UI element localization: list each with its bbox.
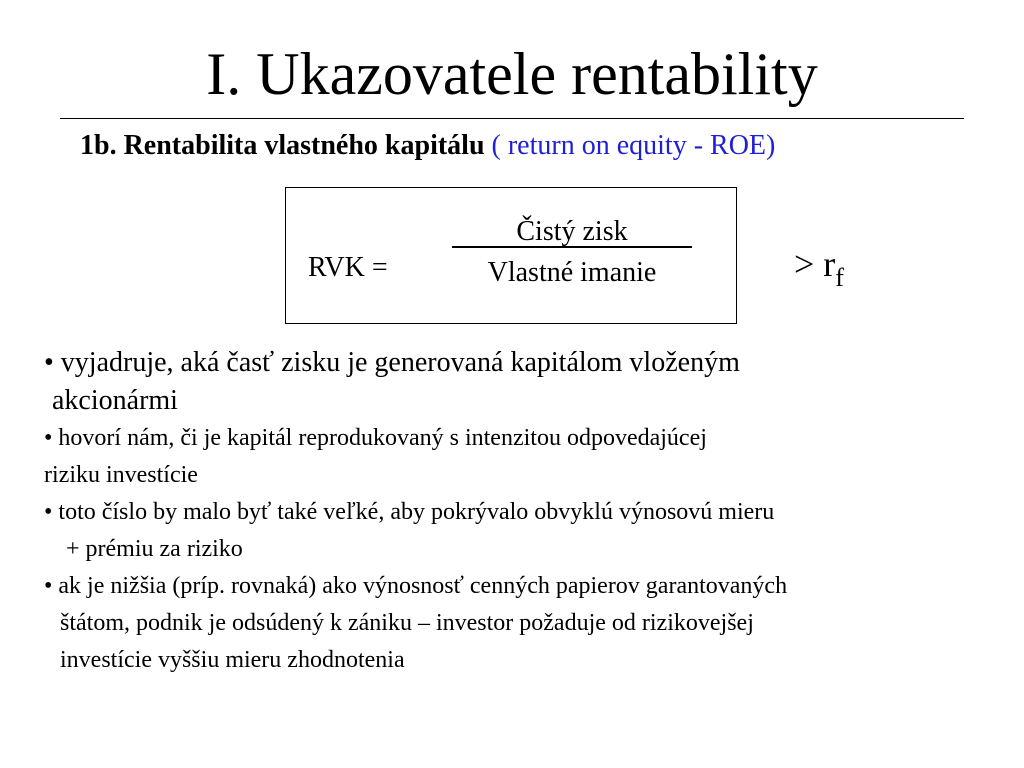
slide-title: I. Ukazovatele rentability <box>206 41 818 107</box>
formula-comparison <box>794 242 844 290</box>
fraction-bar <box>452 246 692 248</box>
bullet-4-line-2: štátom, podnik je odsúdený k zániku – investor požaduje od rizikovejšej <box>60 610 754 636</box>
bullet-1-line-2: akcionármi <box>52 385 178 416</box>
comparison-subscript: f <box>835 263 844 292</box>
comparison-text: > r <box>794 244 836 284</box>
bullet-4-line-3: investície vyššiu mieru zhodnotenia <box>60 647 405 673</box>
bullet-list <box>44 344 1019 679</box>
subtitle-roe-text: ( return on equity - ROE) <box>484 130 776 161</box>
title-divider <box>60 118 964 119</box>
bullet-2-line-2: riziku investície <box>44 462 198 488</box>
bullet-1-line-1: • vyjadruje, aká časť zisku je generovaná kapitálom vloženým <box>44 347 740 378</box>
bullet-4-line-1: • ak je nižšia (príp. rovnaká) ako výnosnosť cenných papierov garantovaných <box>44 573 788 599</box>
subtitle-bold-text: 1b. Rentabilita vlastného kapitálu <box>80 130 485 161</box>
bullet-2-line-1: • hovorí nám, či je kapitál reprodukovaný s intenzitou odpovedajúcej <box>44 425 707 451</box>
slide-subtitle <box>80 128 775 164</box>
bullet-3-line-1: • toto číslo by malo byť také veľké, aby pokrývalo obvyklú výnosovú mieru <box>44 499 775 525</box>
formula-lhs: RVK = <box>308 252 388 283</box>
bullet-3-line-2: + prémiu za riziko <box>66 536 243 562</box>
formula-denominator: Vlastné imanie <box>487 257 657 288</box>
formula-numerator: Čistý zisk <box>516 216 628 247</box>
